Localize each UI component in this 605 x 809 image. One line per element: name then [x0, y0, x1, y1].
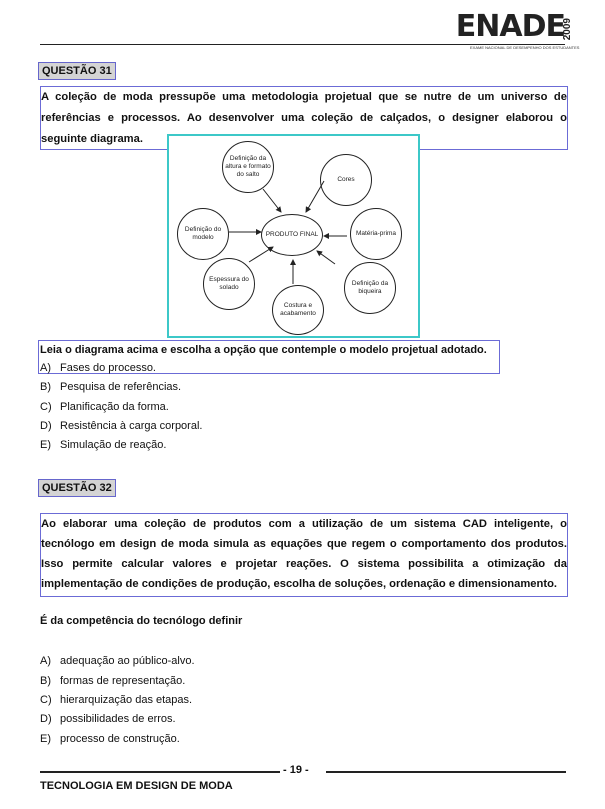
option-letter: B) — [40, 675, 51, 687]
node-espessura: Espessura do solado — [203, 258, 255, 310]
page-number: - 19 - — [283, 764, 309, 776]
node-costura: Costura e acabamento — [272, 285, 324, 335]
option-text: hierarquização das etapas. — [60, 694, 193, 706]
option-letter: C) — [40, 694, 52, 706]
q32-option-c[interactable] — [40, 694, 192, 706]
option-letter: E) — [40, 733, 51, 745]
question-31-lead: Leia o diagrama acima e escolha a opção que contemple o modelo projetual adotado. — [40, 344, 487, 356]
logo-subtitle: EXAME NACIONAL DE DESEMPENHO DOS ESTUDANTES — [470, 45, 580, 50]
footer-title: TECNOLOGIA EM DESIGN DE MODA — [40, 780, 233, 792]
node-cores: Cores — [320, 154, 372, 206]
question-31-badge: QUESTÃO 31 — [38, 62, 116, 80]
diagram — [167, 134, 420, 338]
node-produto-final: PRODUTO FINAL — [261, 214, 323, 256]
option-text: processo de construção. — [60, 733, 180, 745]
arrow-biqueira — [317, 251, 335, 264]
logo-year: 2009 — [562, 18, 573, 41]
q32-option-b[interactable] — [40, 675, 185, 687]
question-32-lead: É da competência do tecnólogo definir — [40, 615, 243, 627]
question-32-badge: QUESTÃO 32 — [38, 479, 116, 497]
question-31-text: A coleção de moda pressupõe uma metodologia projetual que se nutre de um universo de referências e processos. Ao desenvolver uma coleção de calçados, o designer elaborou o seguinte diagrama. — [40, 86, 568, 150]
q31-option-b[interactable] — [40, 381, 181, 393]
node-modelo: Definição do modelo — [177, 208, 229, 260]
q31-option-d[interactable] — [40, 420, 202, 432]
q32-option-e[interactable] — [40, 733, 180, 745]
question-32-text: Ao elaborar uma coleção de produtos com a utilização de um sistema CAD inteligente, o tecnólogo em design de moda simula as equações que regem o comportamento dos produtos. Isso permite calcular valores e projetar reações. O sistema possibilita a otimização da implementação de condições de produção, escolha de soluções, ordenação e dimensionamento. — [40, 513, 568, 597]
footer-rule-right — [326, 771, 566, 773]
node-altura-salto: Definição da altura e formato do salto — [222, 141, 274, 193]
node-biqueira: Definição da biqueira — [344, 262, 396, 314]
option-letter: D) — [40, 420, 52, 432]
option-letter: D) — [40, 713, 52, 725]
option-text: possibilidades de erros. — [60, 713, 176, 725]
option-text: Pesquisa de referências. — [60, 381, 182, 393]
option-text: Simulação de reação. — [60, 439, 167, 451]
footer-rule-left — [40, 771, 280, 773]
q31-option-a[interactable] — [40, 362, 156, 374]
q31-option-e[interactable] — [40, 439, 166, 451]
arrow-altura — [263, 189, 281, 212]
option-letter: E) — [40, 439, 51, 451]
option-letter: A) — [40, 362, 51, 374]
node-materia-prima: Matéria-prima — [350, 208, 402, 260]
enade-logo: ENADE — [455, 9, 565, 44]
q31-option-c[interactable] — [40, 401, 169, 413]
option-letter: A) — [40, 655, 51, 667]
option-text: adequação ao público-alvo. — [60, 655, 195, 667]
option-letter: B) — [40, 381, 51, 393]
option-text: Fases do processo. — [60, 362, 156, 374]
q32-option-a[interactable] — [40, 655, 195, 667]
q32-option-d[interactable] — [40, 713, 176, 725]
option-text: Planificação da forma. — [60, 401, 169, 413]
option-text: Resistência à carga corporal. — [60, 420, 203, 432]
option-text: formas de representação. — [60, 675, 186, 687]
option-letter: C) — [40, 401, 52, 413]
